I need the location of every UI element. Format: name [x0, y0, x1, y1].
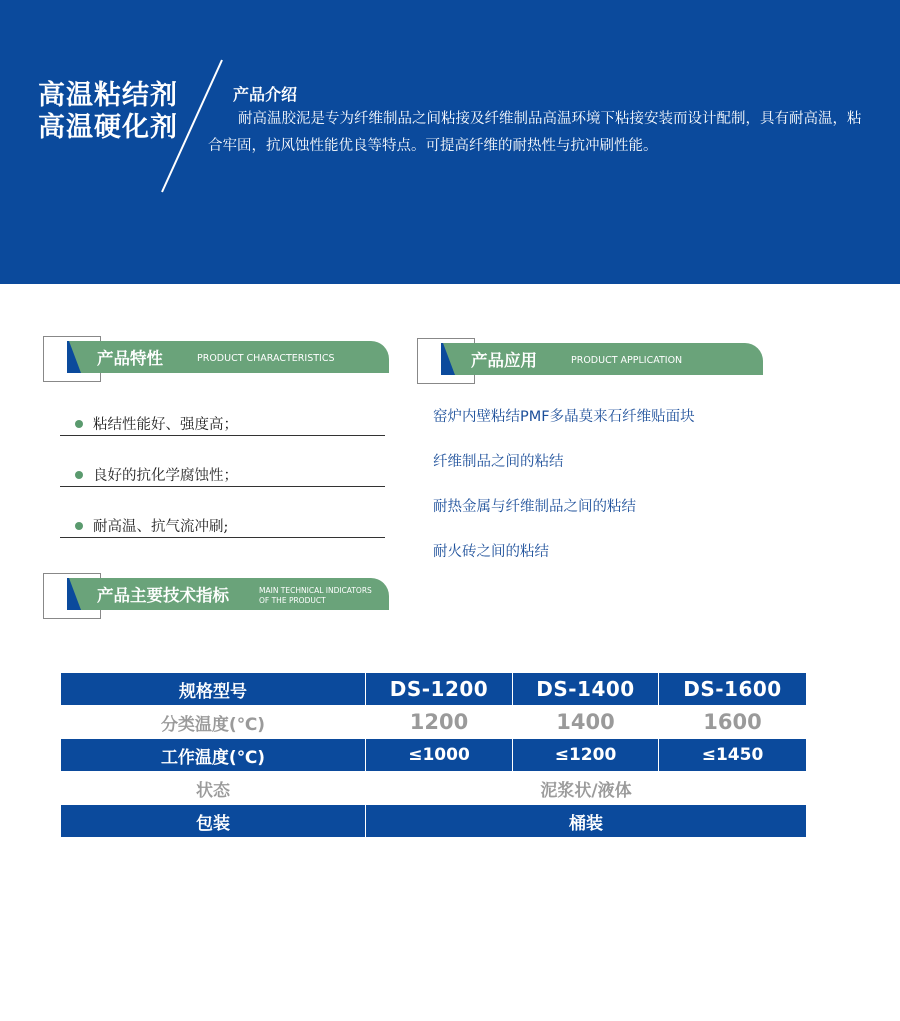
bullet-dot-icon	[75, 471, 83, 479]
table-cell: 1600	[659, 706, 807, 739]
title-line-2: 高温硬化剂	[38, 112, 178, 143]
table-cell-label: 规格型号	[61, 673, 366, 706]
table-row	[61, 739, 807, 772]
characteristic-item: 粘结性能好、强度高；	[60, 412, 385, 436]
table-row	[61, 673, 807, 706]
application-item: 耐火砖之间的粘结	[433, 544, 549, 560]
section-subtitle: PRODUCT CHARACTERISTICS	[197, 353, 335, 364]
table-cell: 1200	[366, 706, 513, 739]
table-cell: DS-1600	[659, 673, 807, 706]
table-row	[61, 772, 807, 805]
title-line-1: 高温粘结剂	[38, 80, 178, 111]
section-subtitle: MAIN TECHNICAL INDICATORS OF THE PRODUCT	[259, 586, 372, 605]
bullet-dot-icon	[75, 420, 83, 428]
spec-table	[60, 672, 807, 838]
characteristic-item: 良好的抗化学腐蚀性；	[60, 463, 385, 487]
table-cell: 桶装	[366, 805, 807, 838]
table-cell-label: 分类温度(℃)	[61, 706, 366, 739]
characteristic-item: 耐高温、抗气流冲刷;	[60, 514, 385, 538]
header-triangle-icon	[431, 343, 457, 375]
header-triangle-icon	[57, 578, 83, 610]
table-cell: DS-1400	[513, 673, 659, 706]
header-triangle-icon	[57, 341, 83, 373]
application-item: 纤维制品之间的粘结	[433, 454, 564, 470]
table-row	[61, 805, 807, 838]
section-subtitle: PRODUCT APPLICATION	[571, 355, 683, 366]
section-title: 产品特性	[97, 349, 163, 368]
table-cell-label: 工作温度(℃)	[61, 739, 366, 772]
intro-heading: 产品介绍	[233, 85, 298, 104]
table-row	[61, 706, 807, 739]
section-title: 产品主要技术指标	[97, 586, 229, 605]
table-cell: ≤1450	[659, 739, 807, 772]
section-header-application	[417, 338, 763, 378]
application-item: 耐热金属与纤维制品之间的粘结	[433, 499, 636, 515]
table-cell-label: 状态	[61, 772, 366, 805]
table-cell-label: 包装	[61, 805, 366, 838]
table-cell: DS-1200	[366, 673, 513, 706]
table-cell: ≤1200	[513, 739, 659, 772]
section-header-characteristics	[43, 336, 389, 376]
table-cell: 1400	[513, 706, 659, 739]
table-cell: ≤1000	[366, 739, 513, 772]
application-item: 窑炉内壁粘结PMF多晶莫来石纤维贴面块	[433, 409, 695, 425]
section-title: 产品应用	[471, 351, 537, 370]
bullet-dot-icon	[75, 522, 83, 530]
intro-text: 耐高温胶泥是专为纤维制品之间粘接及纤维制品高温环境下粘接安装而设计配制，具有耐高温，粘合牢固，抗风蚀性能优良等特点。可提高纤维的耐热性与抗冲刷性能。	[208, 111, 862, 154]
header-banner	[0, 0, 900, 284]
section-header-technical	[43, 573, 389, 613]
table-cell: 泥浆状/液体	[366, 772, 807, 805]
